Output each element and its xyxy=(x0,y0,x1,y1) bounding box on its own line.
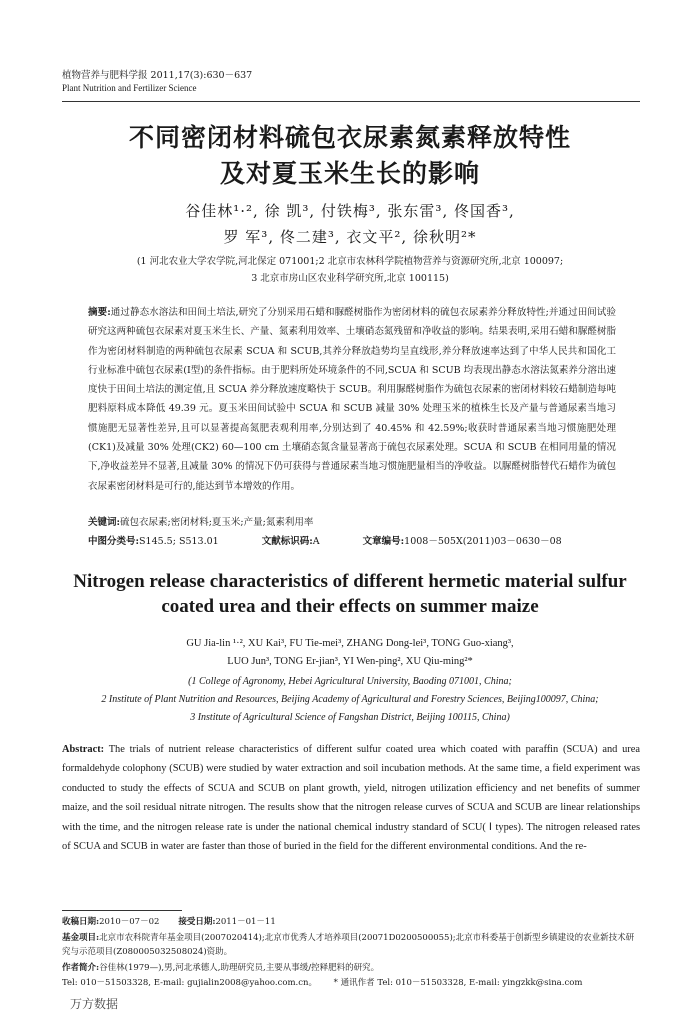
clc xyxy=(88,536,219,547)
keywords-zh-label: 关键词: xyxy=(88,517,121,528)
abstract-zh-text: 通过静态水溶法和田间土培法,研究了分别采用石蜡和脲醛树脂作为密闭材料的硫包衣尿素养分释放特性;并通过田间试验研究这两种硫包衣尿素对夏玉米生长、产量、氮素利用效率、土壤硝态氮残留和净收益的影响。结果表明,采用石蜡和脲醛树脂作为密闭材料制造的两种硫包衣尿素 SCUA 和 SCUB,其养分释放趋势均呈直线形,养分释放速率达到了中华人民共和国化工行业标准中硫包衣尿素(Ⅰ型)的条件指标。由于肥料所处环境条件的不同,SCUA 和 SCUB 均表现出静态水溶法氮素养分溶出速度快于田间土培法的测定值,且 SCUA 养分释放速度略快于 SCUB。利用脲醛树脂作为硫包衣尿素的密闭材料较石蜡制造每吨肥料原料成本降低 49.39 元。夏玉米田间试验中 SCUA 和 SCUB 减量 30% 处理玉米的植株生长及产量与普通尿素当地习惯施肥无显著性差异,且可以显著提高氮肥表观利用率,分别达到了 40.45% 和 42.59%;收获时普通尿素当地习惯施肥处理(CK1)及减量 30% 处理(CK2) 60—100 cm 土壤硝态氮含量显著高于硫包衣尿素处理。SCUA 和 SCUB 在相同用量的情况下,净收益差异不显著,且减量 30% 的情况下仍可获得与普通尿素当地习惯施肥量相当的净收益。以脲醛树脂替代石蜡作为硫包衣尿素密闭材料是可行的,能达到节本增效的作用。 xyxy=(88,307,616,492)
affiliations-en-line3: 3 Institute of Agricultural Science of Fangshan District, Beijing 100115, China) xyxy=(190,712,510,723)
title-en-line2: coated urea and their effects on summer maize xyxy=(161,596,539,617)
doc-code-label: 文献标识码: xyxy=(261,536,313,547)
affiliations-zh-line1: (1 河北农业大学农学院,河北保定 071001;2 北京市农林科学院植物营养与资源研究所,北京 100097; xyxy=(136,256,564,267)
footnote-author xyxy=(62,961,640,975)
wanfang-watermark: 万方数据 xyxy=(70,997,119,1011)
contact-first-author: Tel: 010－51503328, E-mail: gujialin2008@yahoo.com.cn。 xyxy=(62,978,317,988)
title-en-line1: Nitrogen release characteristics of different hermetic material sulfur xyxy=(73,571,627,592)
keywords-zh-text: 硫包衣尿素;密闭材料;夏玉米;产量;氮素利用率 xyxy=(120,517,314,528)
journal-header-en: Plant Nutrition and Fertilizer Science xyxy=(62,83,197,93)
authors-zh-line1: 谷佳林¹·², 徐 凯³, 付铁梅³, 张东雷³, 佟国香³, xyxy=(185,202,515,220)
fund-label: 基金项目: xyxy=(62,933,100,943)
abstract-zh xyxy=(88,303,616,496)
clc-label: 中图分类号: xyxy=(88,536,140,547)
abstract-en xyxy=(62,740,640,856)
affiliations-zh-line2: 3 北京市房山区农业科学研究所,北京 100115) xyxy=(251,273,449,284)
author-bio-text: 谷佳林(1979—),男,河北承德人,助理研究员,主要从事缓/控释肥料的研究。 xyxy=(99,963,380,973)
abstract-en-text: The trials of nutrient release characteristics of different sulfur coated urea which coated with paraffin (SCUA) and urea formaldehyde colophony (SCUB) were studied by water extraction and soil incubation methods. At the same time, a field experiment was conducted to study the effects of SCUA and SCUB on plant growth, yield, nitrogen utilization efficiency and net benefits of summer maize, and the soil residual nitrate nitrogen. The results show that the nitrogen release curves of SCUA and SCUB are linear relationships with the time, and the nitrogen release rate is under the national chemical industry standard of SCU( Ⅰ types). The nitrogen released rates of SCUA and SCUB in water are faster than those of buried in the field for the different environmental conditions. And the re- xyxy=(62,744,640,853)
footnote-fund xyxy=(62,931,640,959)
authors-zh-line2: 罗 军³, 佟二建³, 衣文平², 徐秋明²* xyxy=(223,228,477,246)
accepted-label: 接受日期: xyxy=(178,917,216,927)
article-number-label: 文章编号: xyxy=(362,536,405,547)
journal-header-zh: 植物营养与肥料学报 2011,17(3):630－637 xyxy=(62,70,253,81)
affiliations-en-line1: (1 College of Agronomy, Hebei Agricultural University, Baoding 071001, China; xyxy=(188,676,512,687)
keywords-zh xyxy=(88,514,313,528)
footnote-rule xyxy=(62,910,182,911)
received-label: 收稿日期: xyxy=(62,917,100,927)
footnote-dates xyxy=(62,915,640,929)
authors-en-line1: GU Jia-lin ¹·², XU Kai³, FU Tie-mei³, ZHANG Dong-lei³, TONG Guo-xiang³, xyxy=(186,638,514,649)
doc-code xyxy=(262,536,320,547)
abstract-zh-label: 摘要: xyxy=(88,307,111,318)
author-bio-label: 作者简介: xyxy=(62,963,100,973)
title-zh-line2: 及对夏玉米生长的影响 xyxy=(219,159,480,188)
contact-corresponding-author: * 通讯作者 Tel: 010－51503328, E-mail: yingzkk@sina.com xyxy=(333,978,583,988)
clc-value: S145.5; S513.01 xyxy=(139,536,219,547)
header-rule xyxy=(62,101,640,102)
received-value: 2010－07－02 xyxy=(99,917,160,927)
affiliations-en-line2: 2 Institute of Plant Nutrition and Resources, Beijing Academy of Agricultural and Forestry Sciences, Beijing100097, China; xyxy=(101,694,599,705)
footnote-contacts xyxy=(62,976,640,990)
authors-en-line2: LUO Jun³, TONG Er-jian³, YI Wen-ping², XU Qiu-ming²* xyxy=(227,656,473,667)
title-zh-line1: 不同密闭材料硫包衣尿素氮素释放特性 xyxy=(128,123,571,152)
classification-line xyxy=(88,533,602,547)
fund-text: 北京市农科院青年基金项目(2007020414);北京市优秀人才培养项目(20071D0200500055);北京市科委基于创新型乡镇建设的农业新技术研究与示范项目(Z080005032508024)资助。 xyxy=(62,933,635,957)
article-number xyxy=(363,536,562,547)
doc-code-value: A xyxy=(312,536,320,547)
accepted-value: 2011－01－11 xyxy=(215,917,276,927)
article-number-value: 1008－505X(2011)03－0630－08 xyxy=(404,536,562,547)
abstract-en-label: Abstract: xyxy=(62,744,105,755)
